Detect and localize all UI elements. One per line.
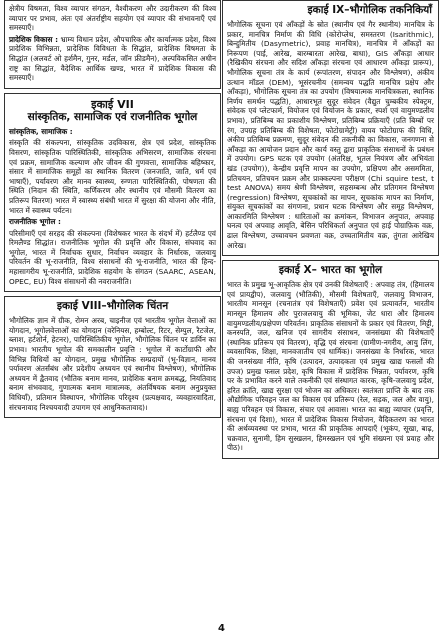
unit-7-subtitle: सांस्कृतिक, सामाजिक एवं राजनीतिक भूगोल bbox=[27, 110, 198, 123]
regional-development-heading: प्रादेशिक विकास : bbox=[9, 34, 58, 44]
page-number: 4 bbox=[218, 623, 225, 634]
section-box-regional bbox=[4, 0, 221, 89]
regional-development-paragraph bbox=[9, 35, 216, 83]
unit-9-title: इकाई IX–भौगोलिक तकनिकियाँ bbox=[307, 4, 432, 16]
section-box-unit-7 bbox=[4, 93, 221, 293]
section-box-unit-8 bbox=[4, 296, 221, 418]
political-geography-text: परिसीमाएँ एवं सरहद की संकल्पना (विशेषकर भारत के संदर्भ में) हर्टलैण्ड एवं रिमलैण्ड सिद्धांत। राजनीतिक भूगोल की प्रवृत्ति और विकास, संघवाद का भूगोल, भारत में निर्वाचक सुधार, निर्वाचन व्यवहार के निर्धारक, जलवायु परिवर्तन की भू-राजनीति, विश्व संसाधनों की भू-राजनीति, भारत की हिन्द-महासागरीय भू-राजनीति, प्रादेशिक सहयोग के संगठन (SAARC, ASEAN, OPEC, EU) विश्व संसाधनों की नवराजनीति। bbox=[9, 228, 216, 286]
unit-8-title: इकाई VIII–भौगोलिक चिंतन bbox=[56, 300, 169, 313]
regional-development-text: भ्राम्य विधान प्रदेश, औपचारिक और कार्यात्मक प्रदेश, विश्व प्रादेशिक विभिन्नता, प्रादेशिक विविधता के सिद्धांत, प्रादेशिक विषमता के सिद्धांत (अलवर्ट ओ हर्शमैन, गुनर, मर्डल, जॉन फ्रीडमैन), अल्पविकसित अधीन राष्ट्र का सिद्धांत, वैदेशिक आर्थिक खण्ड, भारत में प्रादेशिक विकास की समस्याएँ। bbox=[9, 34, 216, 83]
section-box-unit-9 bbox=[222, 0, 439, 256]
unit-7-title: इकाई VII bbox=[91, 97, 134, 111]
section-box-unit-10 bbox=[222, 260, 439, 459]
geographic-techniques-text: भौगोलिक सूचना एवं आँकड़ों के स्रोत (स्थानीय एवं गैर स्थानीय) मानचित्र के प्रकार, मानचित्र निर्माण की विधि (कोरोप्लेथ, समस्तरण (Isarithmic), बिन्दुमितीय (Dasymetric), प्रवाह मानचित्र), मानचित्र में आँकड़ों का निरूपण (पाई, आरेख, बारम्बारता आरेख, बाधा), GIS आँकड़ा आधार (रैखिकीय संरचना और सदिश आँकड़ा संरचना एवं आधारण आँकड़ा प्रारूप), भौगोलिक सूचना तंत्र के कार्य (रूपांतरण, संपादन और विश्लेषण), अंकीय उत्थान मॉडल (DEM), भूसंरचनीय (समन्वय पद्धति मानचित्र प्रक्षेप और आँकड़ा), भौगोलिक सूचना तंत्र का उपयोग (विषयात्मक मानचित्रकला, स्थानिक निर्णय समर्थन पद्धति), आधारभूत सुदूर संवेदन (वैद्युत चुम्बकीय स्पेक्ट्रम, संवेदक एवं प्लेटफार्म, वियोजन एवं वियोजन के प्रकार, स्पर्श एवं वायुमण्डलीय प्रभाव), प्रतिबिम्ब का प्रकाशीय विश्लेषण, प्रतिबिम्ब प्रक्रियाएँ (प्रति बिम्बों पर रंग, उपग्रह प्रतिबिम्ब की विशेषता, फोटोग्रामेट्री) वायव फोटोग्राफ की विधि, अंकीय प्रतिबिम्ब प्रक्रमण, सुदूर संवेदन की तकनीकी का विकास, जनगणना से आँकड़ा का आयोजन प्रदान और कार्य वस्तु द्वारा प्राकृतिक संसाधनों के प्रबंधन में उपयोग। GPS घटक एवं उपयोग (अंतरिक्ष, भूतल नियंत्रण और अभियंता खंड (उपयोग)), केन्द्रीय प्रवृत्ति मापन का उपयोग, प्रक्षिपण और असममिता, प्रतिचयन, प्रतिचयन प्रक्रम और प्राक्कल्पना परीक्षण (Chi squire test, t test ANOVA) समय श्रेणी विश्लेषण, सहसम्बन्ध और प्रतिगमन विश्लेषण (regression) विश्लेषण, सूचकांकों का मापन, सूचकांक मापन का निर्माण, संयुक्त सूचकांकों का संगणना, प्रधान घटक विश्लेषण और समूह विश्लेषण, आकारमिति विश्लेषण : धारिताओं का क्रमांकन, विभाजन अनुपात, अपवाह घनत्व एवं अपवाह आवृति, बेसिन परिधिकर्ता अनुपात एवं हाई पोग्राफ़िक वक्र, ढाल विश्लेषण, उच्चावचन प्रवणता वक्र, उच्चतामितीय वक्र, तुंगता आरेखिय आरेख। bbox=[227, 20, 434, 250]
geography-of-india-text: भारत के प्रमुख भू-आकृतिक क्षेत्र एवं उनकी विशेषताएँ : अपवाह तंत्र, (हिमालय एवं प्रायद्वीप), जलवायु (भौतिकी), मौसमी विशेषताएँ, जलवायु विभाजन, भारतीय मानसून (रचनातंत्र एवं विशेषताएँ) प्रवेश एवं प्रत्यावर्तन, भारतीय मानसून हिमालय और पुराजलवायु की भूमिका, जेट धारा और हिमालय वायुमण्डलीय/प्रक्षेपण परिवर्तन। प्राकृतिक संसाधनों के प्रकार एवं वितरण, मिट्टी, कनस्पति, जल, खनिज एवं सागरीय संसाधन, जनसंख्या की विशेषताएँ (स्थानिक प्रतिरूप एवं वितरण), वृद्धि एवं संरचना (ग्रामीण-नगरीय, आयु लिंग, व्यवसायिक, शिक्षा, मानवजातीय एवं धार्मिक)। जनसंख्या के निर्धारक, भारत की जनसंख्या नीति, कृषि (उत्पादन, उत्पादकता एवं प्रमुख खाद्य फसलों की उपज) प्रमुख फसल प्रदेश, कृषि विकास में प्रादेशिक भिन्नता, पर्यावरण, कृषि पर के प्रभावित करने वाले तकनीकी एवं संस्थागत कारक, कृषि-जलवायु प्रदेश, हरित क्रांति, खाद्य सुरक्षा एवं भोजन का अधिकार। स्वतंत्रता प्राप्ति के बाद तक औद्योगिक परिवहन जल का विकास एवं प्रतिरूप (रेल, सड़क, जल और वायु), बाह्य परिवहन एवं विकास, संचार एवं आवास। भारत का बाह्य व्यापार (प्रवृत्ति, संरचना एवं दिशा), भारत में प्रादेशिक विकास नियोजन, वैदिकतरण का भारत की अर्थव्यवस्था पर प्रभाव, भारत की प्राकृतिक आपदाएँ (भूकंप, सूखा, बाढ़, चक्रवात, सुनामी, हिम सुस्खलन, हिमस्खलन एवं भूमि संख्यना एवं प्रवाह और पीठ)। bbox=[227, 280, 434, 453]
cultural-social-heading: सांस्कृतिक, सामाजिक : bbox=[9, 126, 73, 136]
right-column bbox=[222, 0, 439, 463]
cultural-social-text: संस्कृति की संकल्पना, सांस्कृतिक उदविकास, क्षेत्र एवं प्रदेश, सांस्कृतिक विसरण, सांस्कृतिक पारिस्थितिकी, सांस्कृतिक अभिसरण, सामाजिक संरचना एवं प्रक्रम, सामाजिक कल्याण और जीवन की गुणवत्ता, सामाजिक बहिष्कार, संसार में सामाजिक समूहों का स्थानिक वितरण (जनजाति, जाति, धर्म एवं भाषाएँ), पर्यावरण और मानव स्वास्थ्य, रुग्णता पारिस्थितिकी, पोषणता की स्थिति (निदान की स्थिति, कर्णिकरण और स्थानीय एवं मौसमी वितरण का प्रतिरूप वितरण) भारत में स्वास्थ्य संबंधी भारत में सुरक्षा की योजना और नीति, भारत में स्वास्थ्य पर्यटन। bbox=[9, 138, 216, 215]
intro-paragraph: क्षेत्रीय विषमता, विश्व व्यापार संगठन, वैश्वीकरण और उदारीकरण की विश्व व्यापार पर प्रभाव, अंतः एवं अंतर्राष्ट्रीय सहयोग एवं व्यापार की संभावनाएँ एवं समस्याएँ। bbox=[9, 4, 216, 33]
political-geography-heading: राजनीतिक भूगोल : bbox=[9, 217, 61, 227]
unit-10-title: इकाई X– भारत का भूगोल bbox=[278, 264, 383, 277]
geographic-thought-text: भौगोलिक ज्ञान में ग्रीक, रोमन अरब, चाइनीज एवं भारतीय भूगोल वेत्ताओं का योगदान, भूगोलवेत्ताओं का योगदान (वरेनियस, हम्बोल्ट, रिटर, सेम्पुल, रैटजेल, ब्लाश, हर्टशोर्न, हेटनर), पारिस्थितिकीय भूगोल, भौगोलिक चिंतन पर डार्विन का प्रभाव। भारतीय भूगोल की समकालीन प्रवृत्ति : भूगोल में कार्टोग्राफी और विभिन्न विधियों का योगदान, प्रमुख भौगोलिक सम्प्रदायों (भू-विज्ञान, मानव पर्यावरण अंतर्संबंध और प्रदेशीय अध्ययन एवं स्थानीय विश्लेषण), भौगोलिक अध्ययन में द्वैतवाद (भौतिक बनाम मानव, प्रादेशिक बनाम क्रमबद्ध, नियतिवाद बनाम संभववाद, गुणात्मक बनाम मात्रात्मक, अंतर्विषयक बनाम अनुप्रयुक्त विधियाँ), प्रतिमान विस्थापन, भौगोलिक परिदृश्य (प्रत्यक्षवाद, व्यवहारवादिता, संरचनावाद निश्चयवादी उपागम एवं आधुनिकतावाद)। bbox=[9, 316, 216, 412]
left-column bbox=[4, 0, 221, 422]
